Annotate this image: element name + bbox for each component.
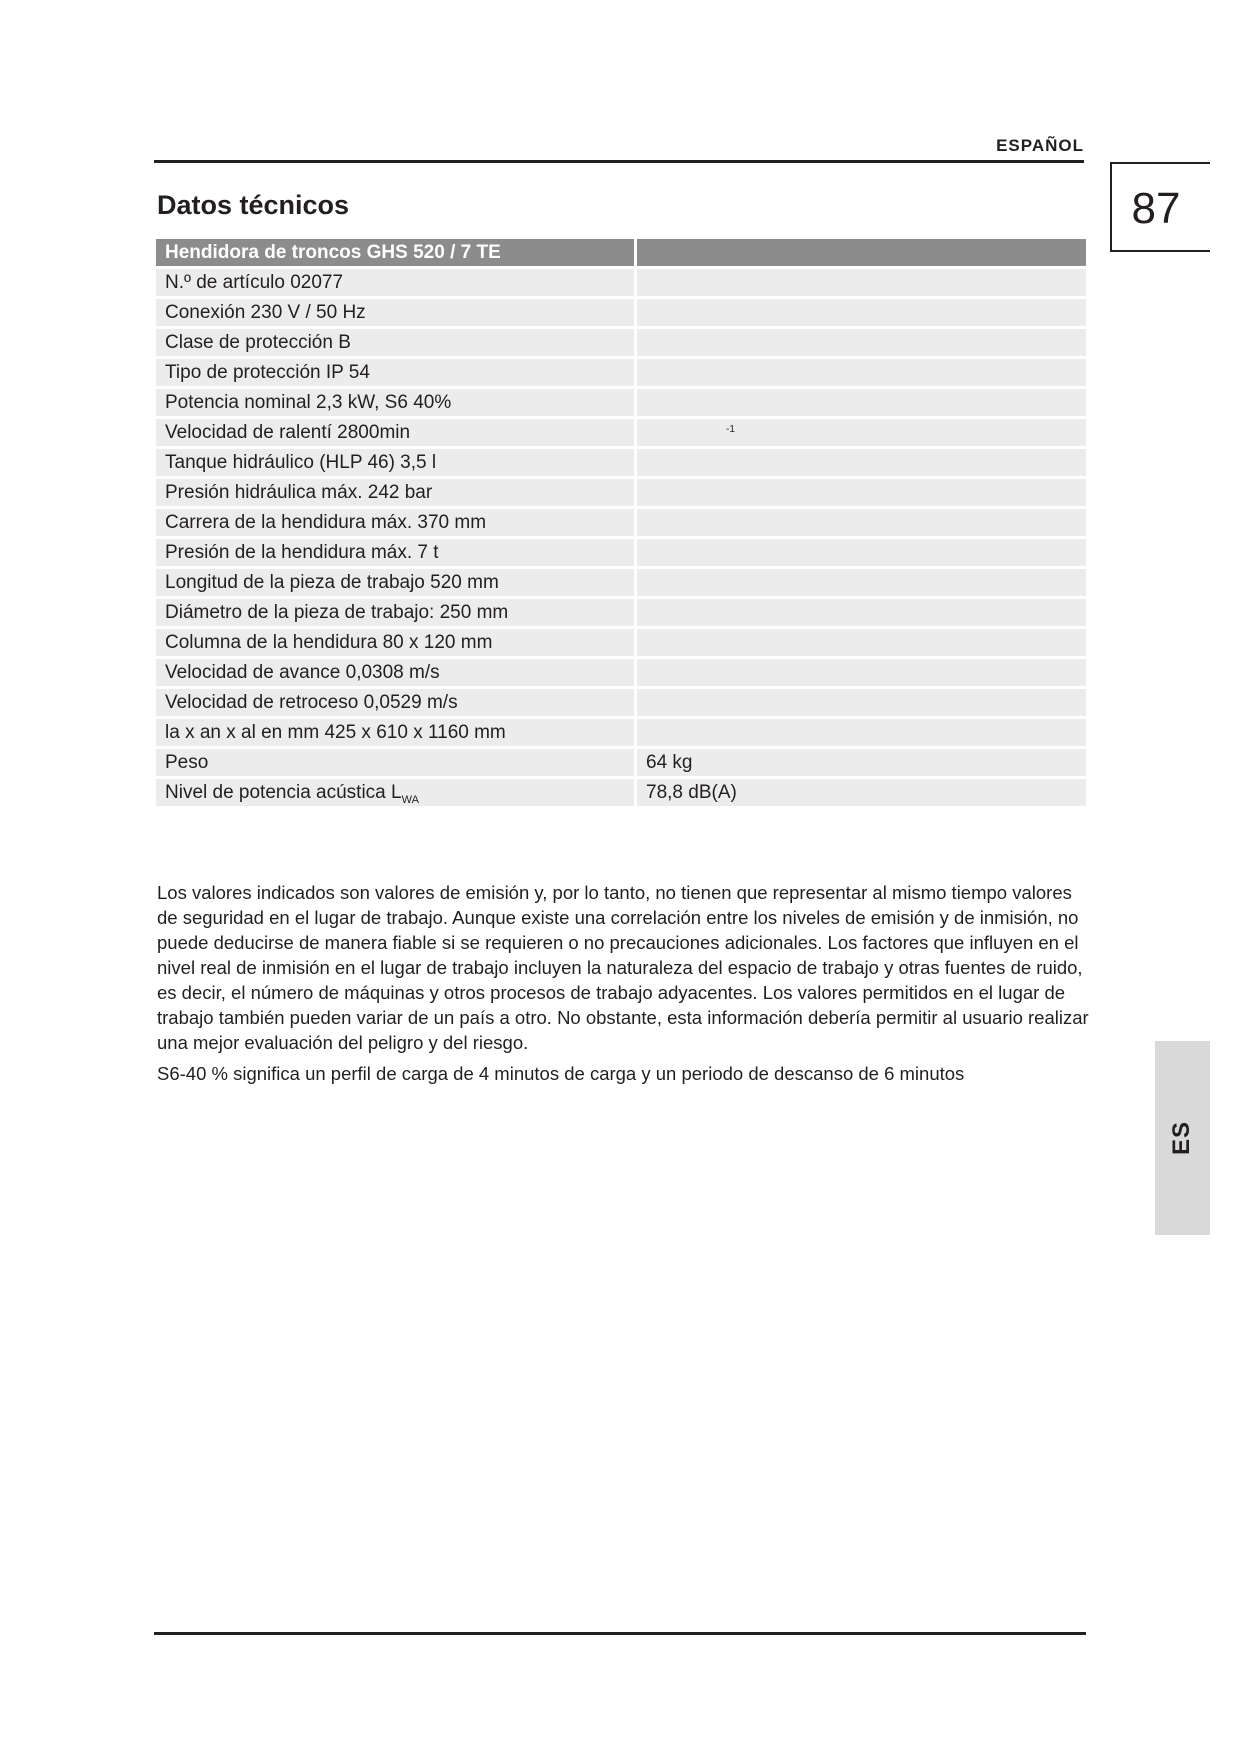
language-header: ESPAÑOL (996, 136, 1084, 155)
spec-label (156, 419, 637, 449)
spec-value-text: 64 kg (646, 751, 693, 773)
spec-label-text: Velocidad de retroceso 0,0529 m/s (165, 691, 458, 713)
spec-value-superscript: -1 (726, 423, 735, 435)
spec-value (637, 689, 1086, 719)
spec-value (637, 779, 1086, 809)
table-row (156, 389, 1086, 419)
spec-label (156, 569, 637, 599)
spec-value (637, 389, 1086, 419)
spec-value (637, 359, 1086, 389)
spec-value (637, 419, 1086, 449)
spec-value (637, 629, 1086, 659)
spec-label (156, 449, 637, 479)
table-row (156, 629, 1086, 659)
table-row (156, 719, 1086, 749)
table-row (156, 299, 1086, 329)
spec-value (637, 269, 1086, 299)
table-row (156, 749, 1086, 779)
table-row (156, 449, 1086, 479)
spec-value (637, 719, 1086, 749)
spec-label (156, 299, 637, 329)
table-row (156, 539, 1086, 569)
spec-value (637, 539, 1086, 569)
page-title: Datos técnicos (157, 190, 350, 220)
table-row (156, 509, 1086, 539)
notes-paragraph-1: Los valores indicados son valores de emisión y, por lo tanto, no tienen que representar al mismo tiempo valores de seguridad en el lugar de trabajo. Aunque existe una correlación entre los niveles de emisión y de inmisión, no puede deducirse de manera fiable si se requieren o no precauciones adicionales. Los factores que influyen en el nivel real de inmisión en el lugar de trabajo incluyen la naturaleza del espacio de trabajo y otras fuentes de ruido, es decir, el número de máquinas y otros procesos de trabajo adyacentes. Los valores permitidos en el lugar de trabajo también pueden variar de un país a otro. No obstante, esta información debería permitir al usuario realizar una mejor evaluación del peligro y del riesgo. (157, 882, 1089, 1053)
spec-label (156, 599, 637, 629)
spec-label-text: Conexión 230 V / 50 Hz (165, 301, 366, 323)
top-rule (154, 160, 1084, 163)
spec-label (156, 539, 637, 569)
spec-label-subscript: WA (401, 793, 419, 806)
page-number: 87 (1110, 162, 1210, 252)
spec-label-text: Longitud de la pieza de trabajo 520 mm (165, 571, 499, 593)
spec-label-text: Columna de la hendidura 80 x 120 mm (165, 631, 493, 653)
table-header-blank (637, 239, 1086, 269)
spec-label (156, 389, 637, 419)
notes-paragraph-2: S6-40 % significa un perfil de carga de 4 minutos de carga y un periodo de descanso de 6 minutos (157, 1063, 965, 1084)
table-row (156, 419, 1086, 449)
table-row (156, 779, 1086, 809)
spec-value (637, 569, 1086, 599)
bottom-rule (154, 1632, 1086, 1635)
spec-label (156, 509, 637, 539)
notes (157, 880, 1092, 1092)
table-header-cell: Hendidora de troncos GHS 520 / 7 TE (156, 239, 637, 269)
spec-label (156, 269, 637, 299)
table-row (156, 479, 1086, 509)
spec-value (637, 449, 1086, 479)
spec-value (637, 329, 1086, 359)
spec-label-text: N.º de artículo 02077 (165, 271, 344, 293)
spec-label-text: Diámetro de la pieza de trabajo: 250 mm (165, 601, 509, 623)
spec-value (637, 749, 1086, 779)
language-tab (1155, 1041, 1210, 1235)
spec-label-text: Carrera de la hendidura máx. 370 mm (165, 511, 487, 533)
spec-table (156, 239, 1086, 809)
table-row (156, 359, 1086, 389)
spec-label (156, 329, 637, 359)
spec-label-text: Velocidad de ralentí 2800min (165, 421, 411, 443)
table-row (156, 569, 1086, 599)
spec-value (637, 479, 1086, 509)
spec-value-text: 78,8 dB(A) (646, 781, 737, 803)
spec-label (156, 359, 637, 389)
spec-label (156, 749, 637, 779)
table-row (156, 689, 1086, 719)
spec-label-text: Potencia nominal 2,3 kW, S6 40% (165, 391, 452, 413)
table-row (156, 329, 1086, 359)
spec-label-text: Clase de protección B (165, 331, 351, 353)
spec-label-text: Tanque hidráulico (HLP 46) 3,5 l (165, 451, 437, 473)
spec-label (156, 479, 637, 509)
spec-label-text: Presión hidráulica máx. 242 bar (165, 481, 433, 503)
spec-value (637, 599, 1086, 629)
spec-value (637, 299, 1086, 329)
spec-label-text: Peso (165, 751, 209, 773)
spec-label (156, 659, 637, 689)
table-row (156, 599, 1086, 629)
spec-label (156, 629, 637, 659)
spec-label (156, 779, 637, 809)
table-header-row (156, 239, 1086, 269)
spec-value (637, 659, 1086, 689)
table-row (156, 269, 1086, 299)
spec-label-text: Velocidad de avance 0,0308 m/s (165, 661, 440, 683)
spec-label-text: la x an x al en mm 425 x 610 x 1160 mm (165, 721, 506, 743)
spec-label (156, 719, 637, 749)
table-row (156, 659, 1086, 689)
spec-label-text: Presión de la hendidura máx. 7 t (165, 541, 439, 563)
spec-label (156, 689, 637, 719)
spec-label-text: Nivel de potencia acústica L (165, 781, 402, 803)
spec-value (637, 509, 1086, 539)
spec-label-text: Tipo de protección IP 54 (165, 361, 370, 383)
language-tab-label: ES (1168, 1120, 1195, 1156)
